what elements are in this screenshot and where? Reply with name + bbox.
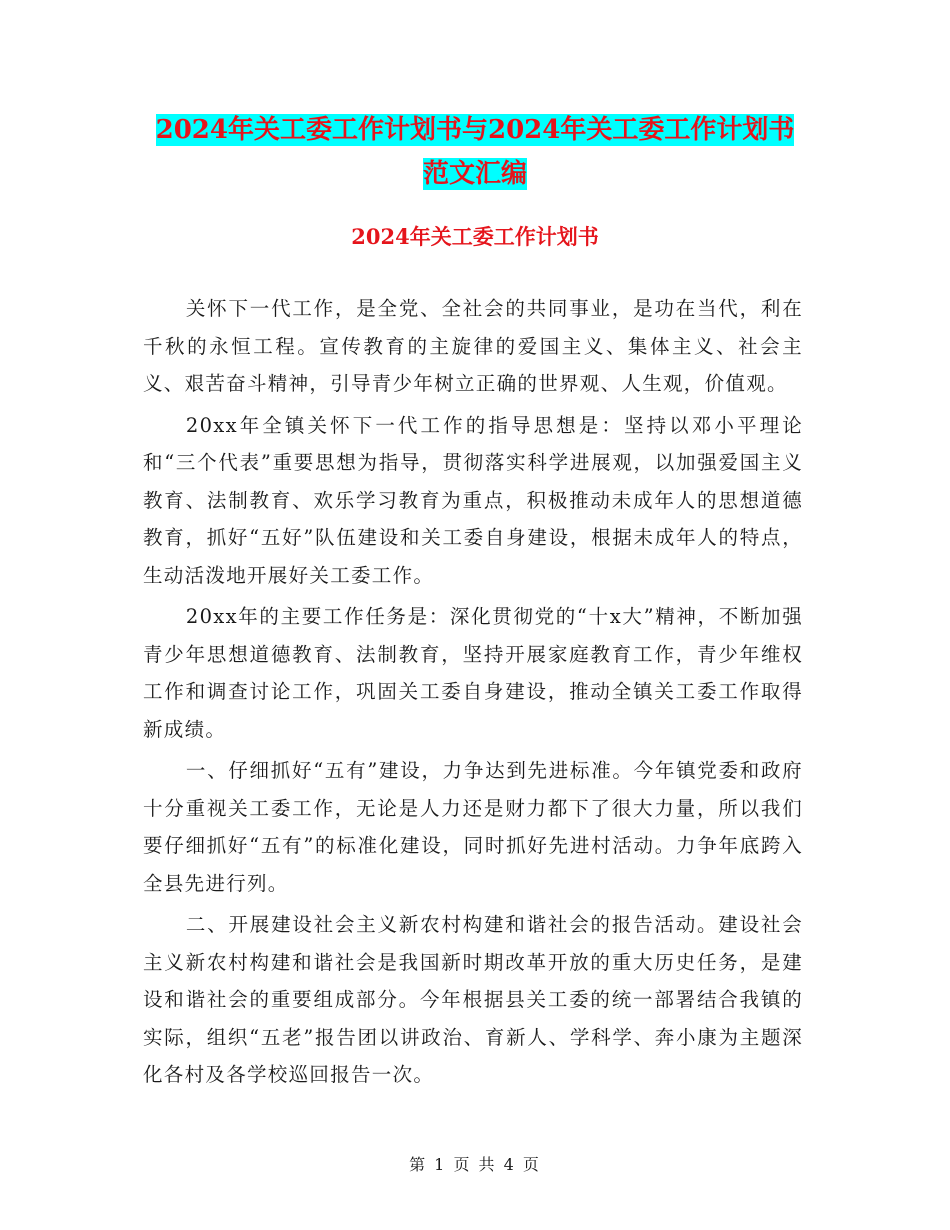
document-body [143,290,803,1094]
paragraph: 20xx年的主要工作任务是：深化贯彻党的“十x大”精神，不断加强青少年思想道德教育、法制教育，坚持开展家庭教育工作，青少年维权工作和调查讨论工作，巩固关工委自身建设，推动全镇关工委工作取得新成绩。 [143,605,803,741]
paragraph: 一、仔细抓好“五有”建设，力争达到先进标准。今年镇党委和政府十分重视关工委工作，无论是人力还是财力都下了很大力量，所以我们要仔细抓好“五有”的标准化建设，同时抓好先进村活动。力争年底跨入全县先进行列。 [143,759,803,895]
document-title-line1: 2024年关工委工作计划书与2024年关工委工作计划书 [155,115,795,145]
document-title [0,108,950,196]
paragraph: 关怀下一代工作，是全党、全社会的共同事业，是功在当代，利在千秋的永恒工程。宣传教育的主旋律的爱国主义、集体主义、社会主义、艰苦奋斗精神，引导青少年树立正确的世界观、人生观，价值观。 [143,297,803,395]
page-number: 第 1 页 共 4 页 [409,1155,541,1174]
paragraph: 20xx年全镇关怀下一代工作的指导思想是：坚持以邓小平理论和“三个代表”重要思想为指导，贯彻落实科学进展观，以加强爱国主义教育、法制教育、欢乐学习教育为重点，积极推动未成年人的思想道德教育，抓好“五好”队伍建设和关工委自身建设，根据未成年人的特点，生动活泼地开展好关工委工作。 [143,413,803,587]
document-title-line2: 范文汇编 [422,159,527,189]
paragraph: 二、开展建设社会主义新农村构建和谐社会的报告活动。建设社会主义新农村构建和谐社会是我国新时期改革开放的重大历史任务，是建设和谐社会的重要组成部分。今年根据县关工委的统一部署结合我镇的实际，组织“五老”报告团以讲政治、育新人、学科学、奔小康为主题深化各村及各学校巡回报告一次。 [143,913,803,1086]
page-footer [0,1152,950,1175]
section-title: 2024年关工委工作计划书 [351,224,599,249]
